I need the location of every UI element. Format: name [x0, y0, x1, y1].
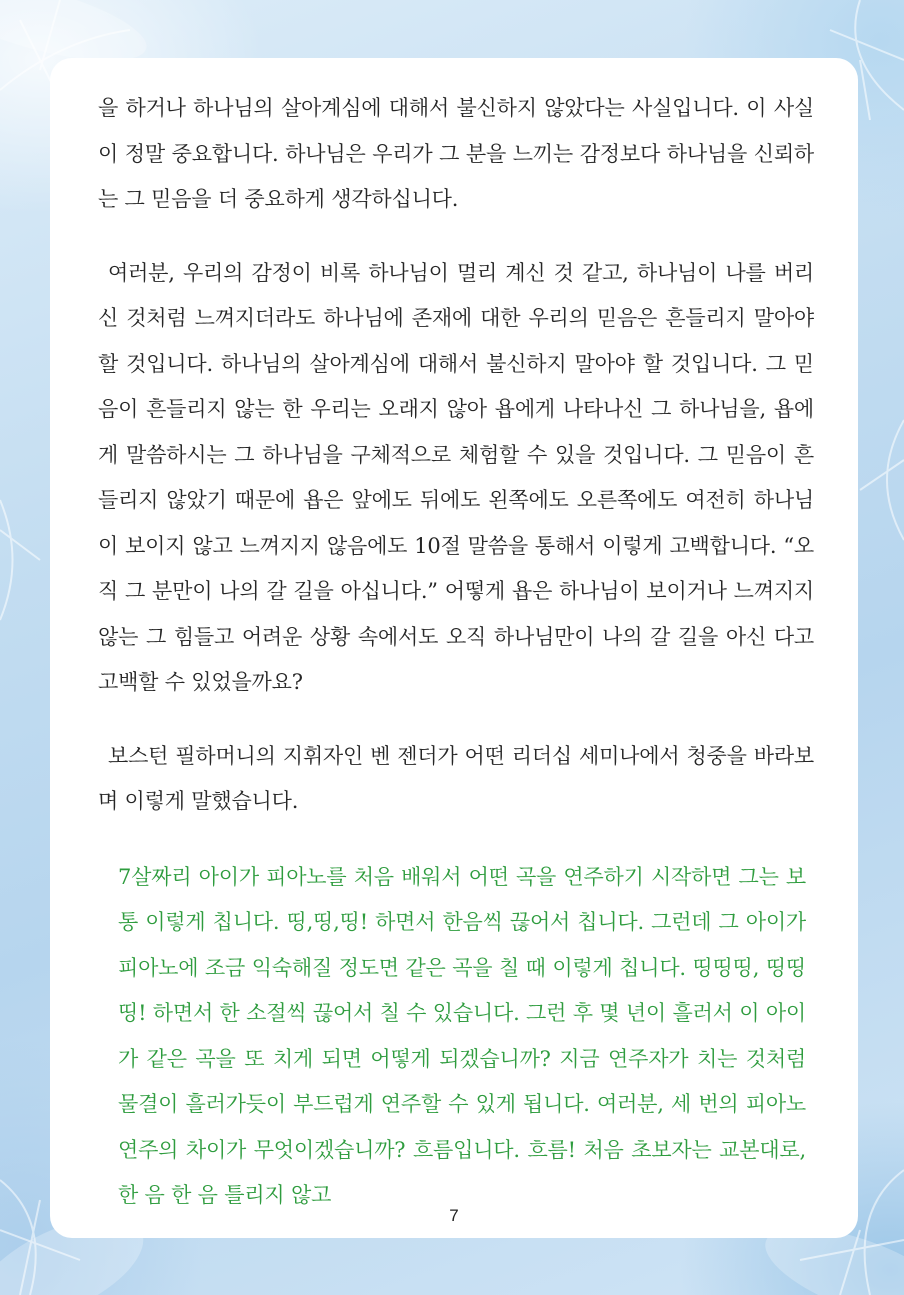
- body-paragraph: 보스턴 필하머니의 지휘자인 벤 젠더가 어떤 리더십 세미나에서 청중을 바라보며 이렇게 말했습니다.: [98, 743, 814, 813]
- body-paragraph: 을 하거나 하나님의 살아계심에 대해서 불신하지 않았다는 사실입니다. 이 사실이 정말 중요합니다. 하나님은 우리가 그 분을 느끼는 감정보다 하나님을 신뢰하는 그 믿음을 더 중요하게 생각하십니다.: [98, 96, 814, 211]
- page-card: [50, 58, 858, 1238]
- body-paragraph: 여러분, 우리의 감정이 비록 하나님이 멀리 계신 것 같고, 하나님이 나를 버리신 것처럼 느껴지더라도 하나님에 존재에 대한 우리의 믿음은 흔들리지 말아야 할 것입니다. 하나님의 살아계심에 대해서 불신하지 말아야 할 것입니다. 그 믿음이 흔들리지 않는 한 우리는 오래지 않아 욥에게 나타나신 그 하나님을, 욥에게 말씀하시는 그 하나님을 구체적으로 체험할 수 있을 것입니다. 그 믿음이 흔들리지 않았기 때문에 욥은 앞에도 뒤에도 왼쪽에도 오른쪽에도 여전히 하나님이 보이지 않고 느껴지지 않음에도 10절 말씀을 통해서 이렇게 고백합니다. “오직 그 분만이 나의 갈 길을 아십니다.” 어떻게 욥은 하나님이 보이거나 느껴지지 않는 그 힘들고 어려운 상황 속에서도 오직 하나님만이 나의 갈 길을 아신 다고 고백할 수 있었을까요?: [98, 260, 814, 694]
- page-number: 7: [449, 1206, 459, 1225]
- quote-paragraph: 7살짜리 아이가 피아노를 처음 배워서 어떤 곡을 연주하기 시작하면 그는 보통 이렇게 칩니다. 띵,띵,띵! 하면서 한음씩 끊어서 칩니다. 그런데 그 아이가 피아노에 조금 익숙해질 정도면 같은 곡을 칠 때 이렇게 칩니다. 띵띵띵, 띵띵띵! 하면서 한 소절씩 끊어서 칠 수 있습니다. 그런 후 몇 년이 흘러서 이 아이가 같은 곡을 또 치게 되면 어떻게 되겠습니까? 지금 연주자가 치는 것처럼 물결이 흘러가듯이 부드럽게 연주할 수 있게 됩니다. 여러분, 세 번의 피아노 연주의 차이가 무엇이겠습니까? 흐름입니다. 흐름! 처음 초보자는 교본대로, 한 음 한 음 틀리지 않고: [118, 864, 806, 1207]
